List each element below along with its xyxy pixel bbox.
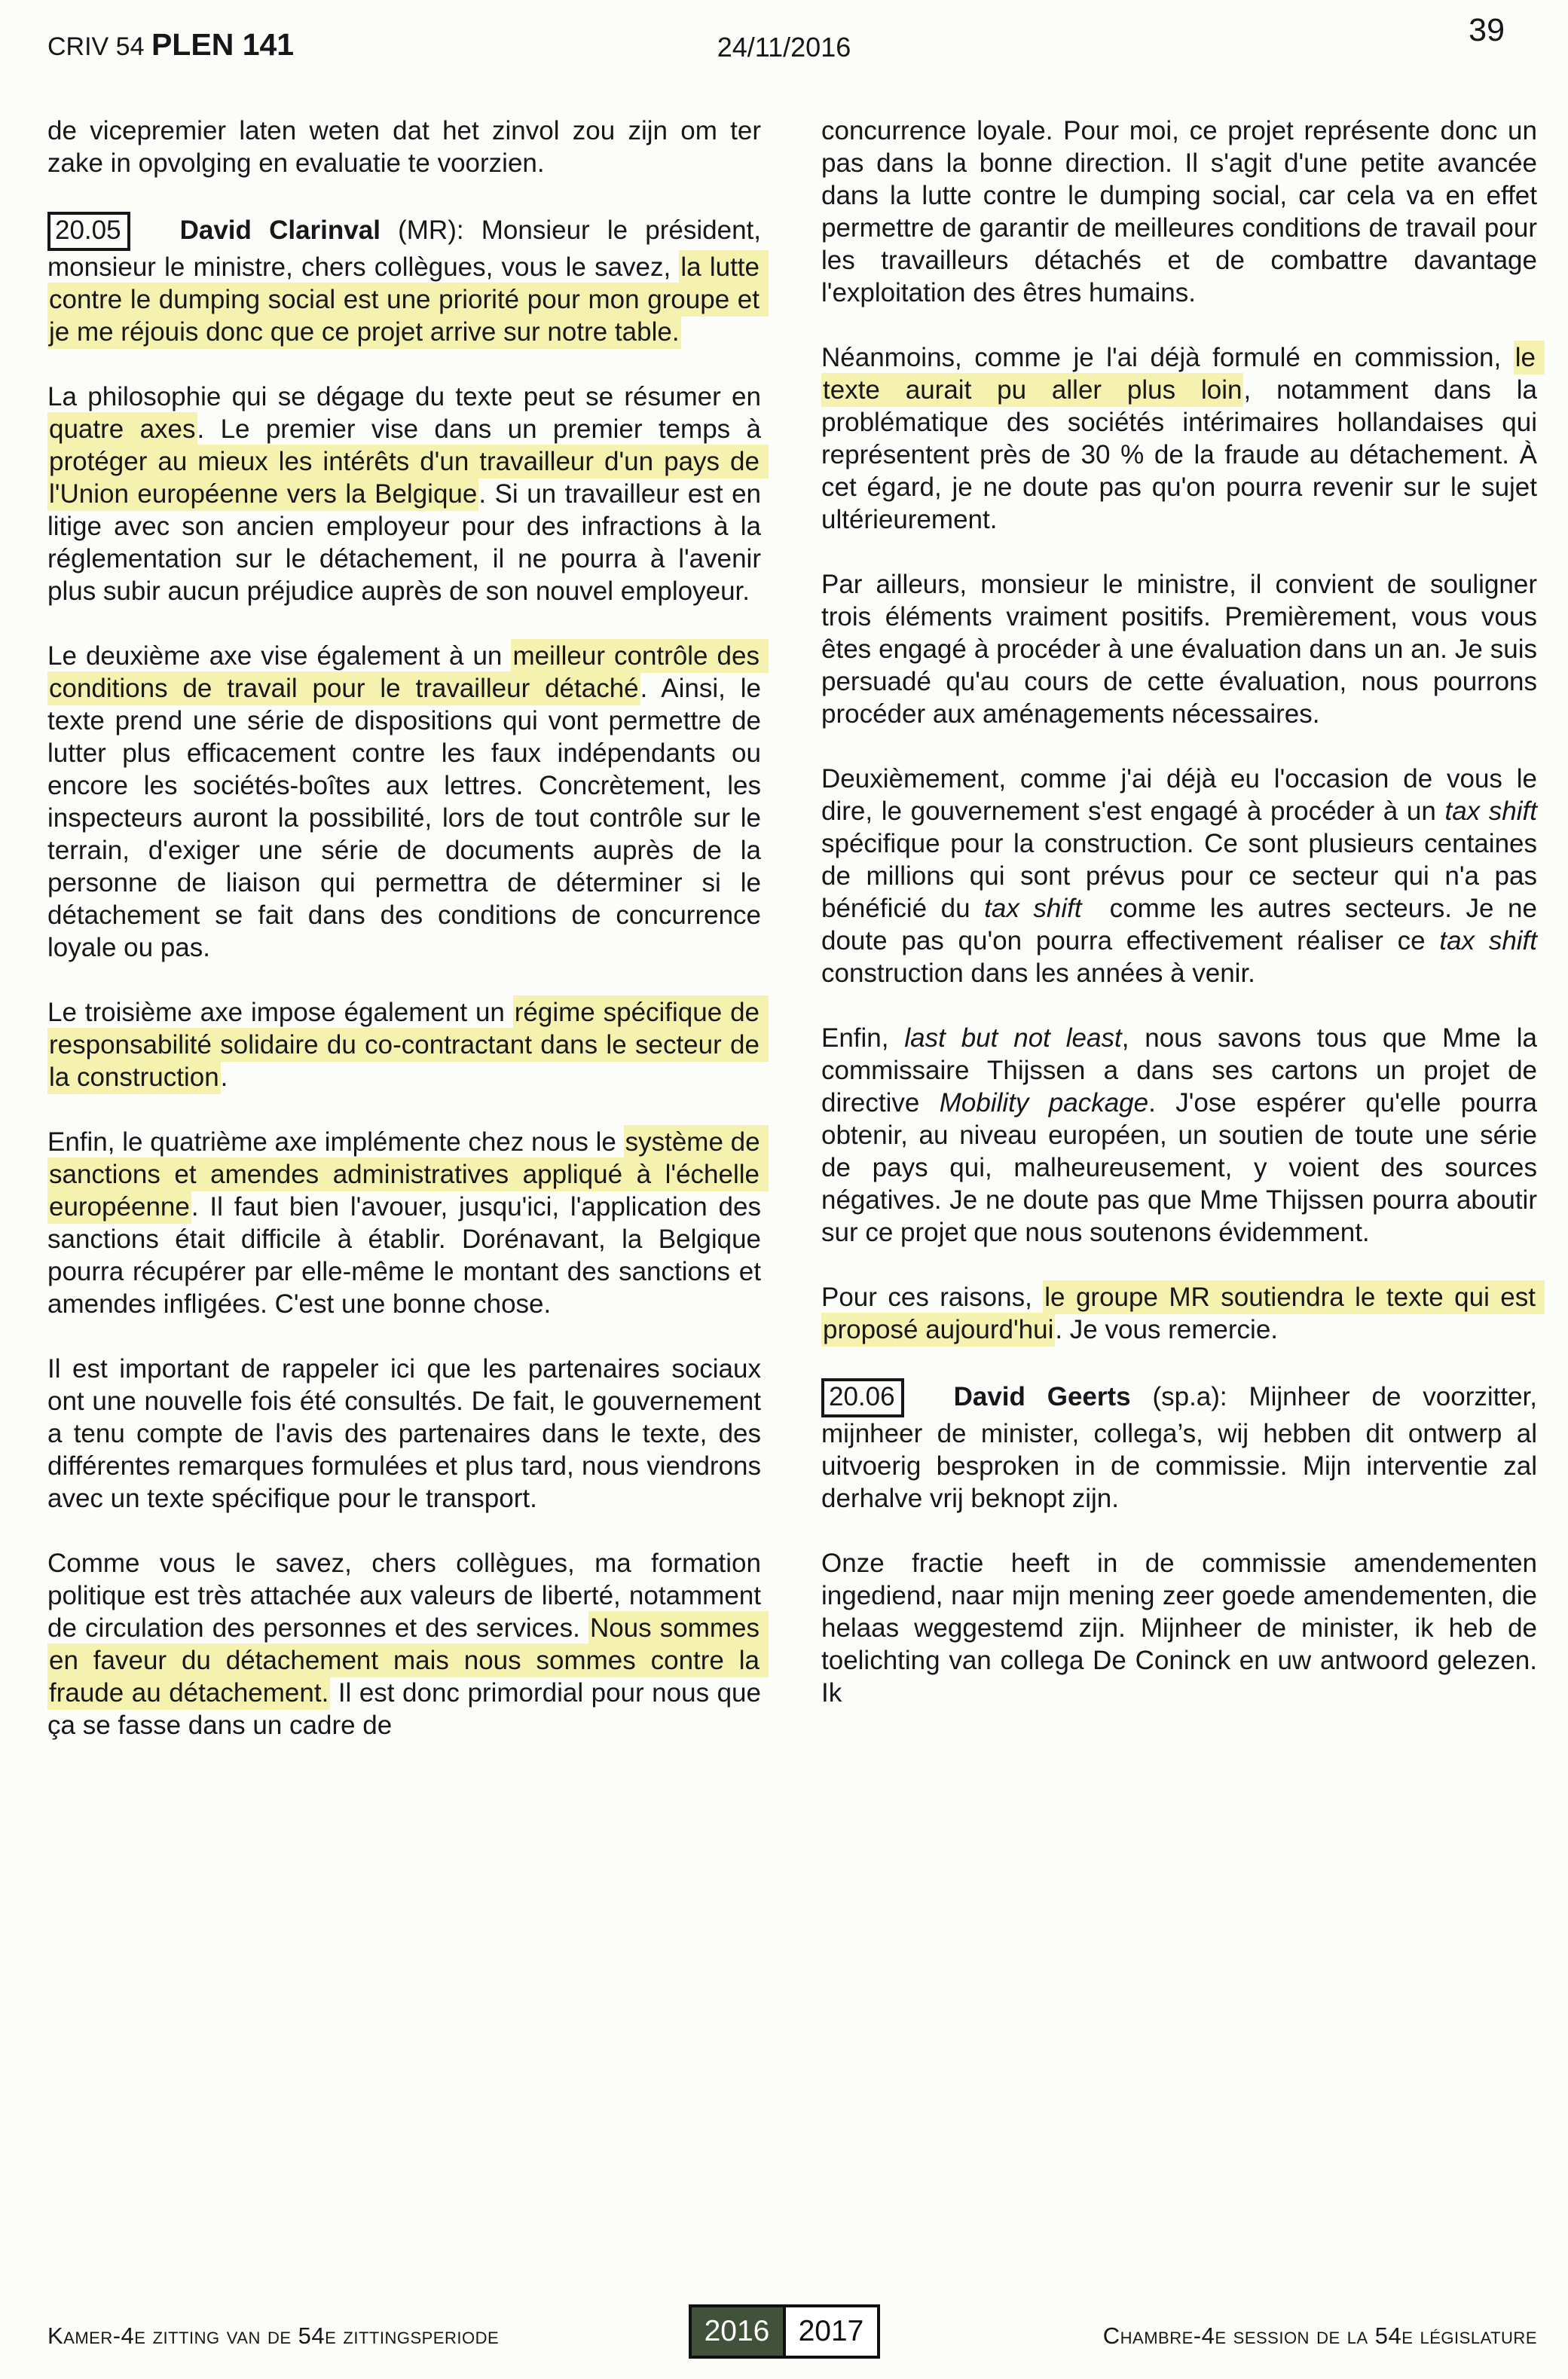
text-columns bbox=[47, 115, 1545, 1774]
text-segment: Par ailleurs, monsieur le ministre, il convient de souligner trois éléments vraiment positifs. Premièrement, vous vous êtes engagé à procéder à une évaluation dans un an. Je suis persuadé qu'au cours de cette évaluation, nous pourrons procéder aux aménagements nécessaires. bbox=[821, 570, 1545, 729]
text-segment: . J'ose espérer qu'elle pourra obtenir, au niveau européen, un soutien de toute une série de pays qui, malheureusement, y voient des sources négatives. Je ne doute pas que Mme Thijssen pourra aboutir sur ce projet que nous soutenons évidemment. bbox=[821, 1088, 1545, 1247]
paragraph bbox=[821, 1547, 1545, 1709]
text-segment: comme les autres secteurs. Je ne doute pas qu'on pourra effectivement réaliser ce bbox=[821, 894, 1545, 956]
highlighted-text: système de sanctions et amendes administratives appliqué à l'échelle européenne bbox=[47, 1125, 769, 1224]
paragraph bbox=[821, 1022, 1545, 1249]
text-segment: Le troisième axe impose également un bbox=[47, 998, 513, 1027]
text-segment: Deuxièmement, comme j'ai déjà eu l'occasion de vous le dire, le gouvernement s'est engagé à procéder à un bbox=[821, 764, 1545, 826]
text-segment: Il est donc primordial pour nous que ça se fasse dans un cadre de bbox=[47, 1678, 769, 1740]
footer-caption-french: Chambre-4e session de la 54e législature bbox=[1102, 2322, 1537, 2349]
text-segment: construction dans les années à venir. bbox=[821, 926, 1545, 988]
paragraph bbox=[47, 640, 769, 964]
page-number: 39 bbox=[1469, 12, 1505, 48]
footer-caption-dutch: Kamer-4e zitting van de 54e zittingsperiode bbox=[47, 2322, 500, 2349]
text-segment: Enfin, le quatrième axe implémente chez nous le bbox=[47, 1127, 624, 1157]
paragraph bbox=[821, 341, 1545, 536]
text-segment: Onze fractie heeft in de commissie amendementen ingediend, naar mijn mening zeer goede amendementen, die helaas weggestemd zijn. Mijnheer de minister, ik heb de toelichting van collega De Coninck en uw antwoord gelezen. Ik bbox=[821, 1549, 1545, 1708]
text-segment: concurrence loyale. Pour moi, ce projet représente donc un pas dans la bonne direction. Il s'agit d'une petite avancée dans la lutte contre le dumping social, car cela va en effet permettre de garantir de meilleures conditions de travail pour les travailleurs détachés et de combattre davantage l'exploitation des êtres humains. bbox=[821, 116, 1545, 307]
highlighted-text: le groupe MR soutiendra le texte qui est proposé aujourd'hui bbox=[821, 1280, 1545, 1347]
session-years-box bbox=[689, 2304, 880, 2359]
paragraph bbox=[47, 1353, 769, 1515]
text-segment: . Il faut bien l'avouer, jusqu'ici, l'application des sanctions était difficile à établir. Dorénavant, la Belgique pourra récupérer par elle-même le montant des sanctions et amendes infligées. C'est une bonne chose. bbox=[47, 1192, 769, 1319]
paragraph bbox=[821, 763, 1545, 989]
text-segment: . Je vous remercie. bbox=[1055, 1315, 1279, 1344]
paragraph bbox=[47, 381, 769, 607]
speaker-name: David Geerts bbox=[953, 1382, 1131, 1411]
highlighted-text: Nous sommes en faveur du détachement mais nous sommes contre la fraude au détachement. bbox=[47, 1611, 769, 1710]
text-segment: Pour ces raisons, bbox=[821, 1283, 1044, 1312]
text-segment: . bbox=[220, 1063, 228, 1092]
text-segment: La philosophie qui se dégage du texte peut se résumer en bbox=[47, 382, 769, 411]
text-segment: , nous savons tous que Mme la commissaire Thijssen a dans ses cartons un projet de directive bbox=[821, 1023, 1545, 1118]
paragraph bbox=[47, 1547, 769, 1741]
highlighted-text: la lutte contre le dumping social est une priorité pour mon groupe et je me réjouis donc que ce projet arrive sur notre table. bbox=[47, 250, 769, 349]
column-left bbox=[47, 115, 769, 1774]
italic-term: tax shift bbox=[984, 894, 1082, 923]
header-date: 24/11/2016 bbox=[717, 32, 851, 63]
italic-term: tax shift bbox=[1439, 926, 1538, 956]
text-segment: Il est important de rappeler ici que les partenaires sociaux ont une nouvelle fois été consultés. De fait, le gouvernement a tenu compte de l'avis des partenaires dans le texte, des différentes remarques formulées et plus tard, nous viendrons avec un texte spécifique pour le transport. bbox=[47, 1354, 769, 1513]
paragraph bbox=[47, 1126, 769, 1320]
speaker-name: David Clarinval bbox=[179, 216, 381, 245]
highlighted-text: meilleur contrôle des conditions de travail pour le travailleur détaché bbox=[47, 639, 769, 705]
highlighted-text: protéger au mieux les intérêts d'un travailleur d'un pays de l'Union européenne vers la Belgique bbox=[47, 445, 769, 511]
text-segment: Enfin, bbox=[821, 1023, 905, 1053]
text-segment: spécifique pour la construction. Ce sont plusieurs centaines de millions qui sont prévus pour ce secteur qui n'a pas bénéficié du bbox=[821, 797, 1545, 923]
paragraph bbox=[47, 212, 769, 348]
italic-term: tax shift bbox=[1444, 797, 1537, 826]
paragraph bbox=[821, 568, 1545, 730]
text-segment: de vicepremier laten weten dat het zinvol zou zijn om ter zake in opvolging en evaluatie te voorzien. bbox=[47, 116, 769, 178]
text-segment: . Si un travailleur est en litige avec son ancien employeur pour des infractions à la réglementation sur le détachement, il ne pourra à l'avenir plus subir aucun préjudice auprès de son nouvel employeur. bbox=[47, 479, 769, 606]
text-segment: (sp.a): Mijnheer de voorzitter, mijnheer de minister, collega’s, wij hebben dit ontwerp al uitvoerig besproken in de commissie. Mijn interventie zal derhalve vrij beknopt zijn. bbox=[821, 1382, 1545, 1513]
session-year-next: 2017 bbox=[783, 2307, 877, 2356]
section-number: 20.05 bbox=[47, 212, 130, 251]
text-segment: (MR): Monsieur le président, monsieur le ministre, chers collègues, vous le savez, bbox=[47, 216, 769, 282]
italic-term: Mobility package bbox=[939, 1088, 1149, 1118]
italic-term: last but not least bbox=[904, 1023, 1122, 1053]
highlighted-text: régime spécifique de responsabilité solidaire du co-contractant dans le secteur de la construction bbox=[47, 995, 769, 1094]
paragraph bbox=[821, 115, 1545, 309]
text-segment: Le deuxième axe vise également à un bbox=[47, 641, 512, 671]
text-segment: . Ainsi, le texte prend une série de dispositions qui vont permettre de lutter plus efficacement contre les faux indépendants ou encore les sociétés-boîtes aux lettres. Concrètement, les inspecteurs auront la possibilité, lors de tout contrôle sur le terrain, d'exiger une série de documents auprès de la personne de liaison qui permettra de déterminer si le détachement se fait dans des conditions de concurrence loyale ou pas. bbox=[47, 674, 769, 962]
header-doc-ref-series: CRIV 54 bbox=[47, 32, 145, 61]
paragraph bbox=[821, 1378, 1545, 1515]
section-number: 20.06 bbox=[821, 1378, 904, 1417]
text-segment: , notamment dans la problématique des sociétés intérimaires hollandaises qui représentent près de 30 % de la fraude au détachement. À cet égard, je ne doute pas qu'on pourra revenir sur le sujet ultérieurement. bbox=[821, 375, 1545, 534]
text-segment: Néanmoins, comme je l'ai déjà formulé en commission, bbox=[821, 343, 1514, 372]
text-segment: Comme vous le savez, chers collègues, ma formation politique est très attachée aux valeurs de liberté, notamment de circulation des personnes et des services. bbox=[47, 1549, 769, 1643]
header-doc-ref-number: PLEN 141 bbox=[151, 27, 295, 62]
paragraph bbox=[47, 115, 769, 179]
text-segment: . Le premier vise dans un premier temps à bbox=[197, 414, 769, 444]
highlighted-text: le texte aurait pu aller plus loin bbox=[821, 341, 1545, 407]
column-right bbox=[821, 115, 1545, 1774]
paragraph bbox=[47, 996, 767, 1093]
session-year-current: 2016 bbox=[692, 2307, 783, 2356]
highlighted-text: quatre axes bbox=[47, 412, 197, 446]
paragraph bbox=[821, 1281, 1543, 1346]
